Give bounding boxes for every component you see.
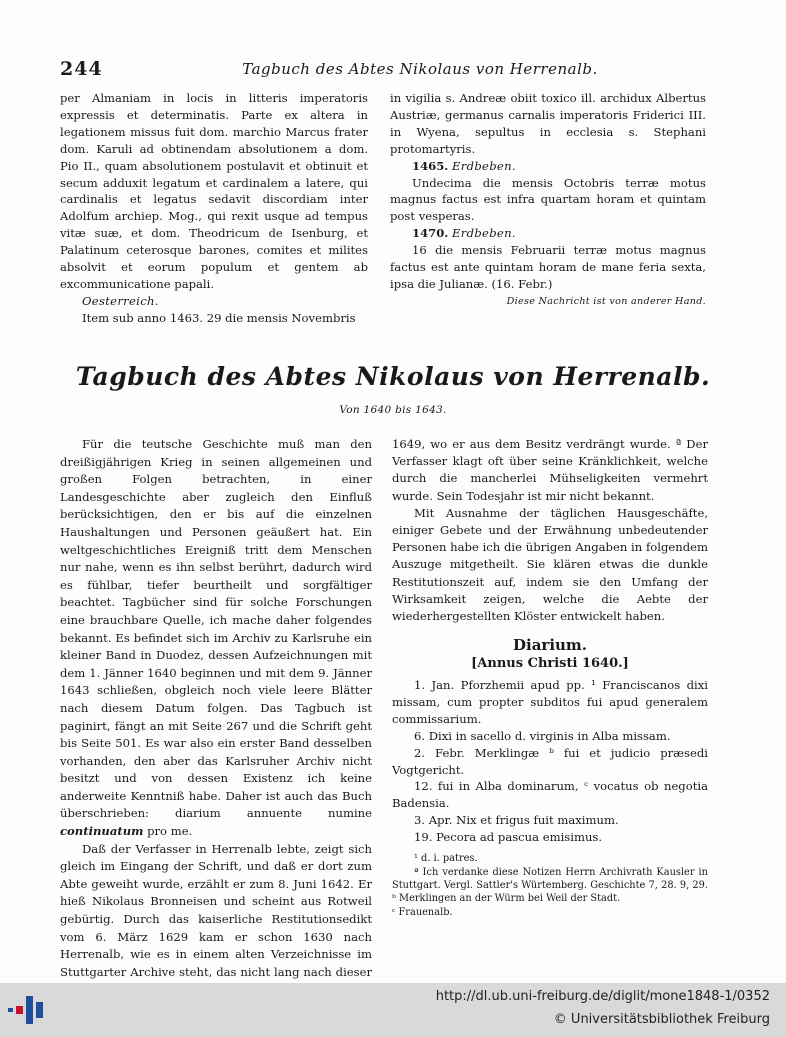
top-right-column xyxy=(390,90,706,308)
entry-year: 1465. xyxy=(412,158,449,173)
text-paragraph: in vigilia s. Andreæ obiit toxico ill. archidux Albertus Austriæ, germanus carnalis imperatoris Friderici III. in Wyena, sepultus in ecclesia s. Stephani protomartyris. xyxy=(390,91,706,156)
copyright-notice: © Universitätsbibliothek Freiburg xyxy=(553,1012,770,1027)
entry-title: Erdbeben. xyxy=(452,158,516,173)
text-paragraph: Undecima die mensis Octobris terræ motus magnus factus est infra quartam horam et quintam post vesperas. xyxy=(390,175,706,224)
footnote: ¹ d. i. patres. xyxy=(414,853,478,865)
footnote: ᶜ Frauenalb. xyxy=(392,906,453,918)
top-left-column xyxy=(60,90,368,327)
source-url-link[interactable]: http://dl.ub.uni-freiburg.de/diglit/mone1848-1/0352 xyxy=(435,989,770,1004)
article-left-column xyxy=(60,436,372,1017)
text-paragraph: Daß der Verfasser in Herrenalb lebte, zeigt sich gleich im Eingang der Schrift, und daß er dort zum Abte geweiht wurde, erzählt er zum 8. Juni 1642. Er hieß Nikolaus Bronneisen und scheint aus Rotweil gebürtig. Durch das kaiserliche Restitutionsedikt vom 6. März 1629 kam er schon 1630 nach Herrenalb, wie es in einem alten Verzeichnisse im Stuttgarter Archive steht, das nicht lang nach dieser xyxy=(60,841,372,979)
article-right-column xyxy=(392,436,708,919)
page-number: 244 xyxy=(60,58,103,80)
diary-entry: 2. Febr. Merklingæ ᵇ fui et judicio præsedi Vogtgericht. xyxy=(392,745,708,777)
text-paragraph: Mit Ausnahme der täglichen Hausgeschäfte, einiger Gebete und der Erwähnung unbedeutender Personen habe ich die übrigen Angaben in folgendem Auszuge mitgetheilt. Sie klären etwas die dunkle Restitutionszeit auf, indem sie den Umfang der Wirksamkeit zeigen, welche die Aebte der wiederhergestellten Klöster entwickelt haben. xyxy=(392,505,708,624)
italic-word: continuatum xyxy=(60,824,144,839)
diary-entry: 1. Jan. Pforzhemii apud pp. ¹ Franciscanos dixi missam, cum propter subditos fui apud generalem commissarium. xyxy=(392,678,708,726)
ub-freiburg-logo-icon xyxy=(8,990,52,1030)
diarium-heading: Diarium. xyxy=(512,636,588,655)
entry-title: Erdbeben. xyxy=(452,226,516,241)
footnote: ª Ich verdanke diese Notizen Herrn Archivrath Kausler in Stuttgart. Vergl. Sattler's Würtemberg. Geschichte 7, 28. 9, 29. ᵇ Merklingen an der Würm bei Weil der Stadt. xyxy=(392,866,708,905)
article-title: Tagbuch des Abtes Nikolaus von Herrenalb. xyxy=(75,362,711,391)
section-heading: Oesterreich. xyxy=(82,293,159,308)
running-title: Tagbuch des Abtes Nikolaus von Herrenalb. xyxy=(242,60,598,78)
text-paragraph: Item sub anno 1463. 29 die mensis Novembris xyxy=(82,310,356,325)
diary-entry: 12. fui in Alba dominarum, ᶜ vocatus ob negotia Badensia. xyxy=(392,779,708,811)
footnote: Diese Nachricht ist von anderer Hand. xyxy=(506,295,706,307)
annus-heading: [Annus Christi 1640.] xyxy=(471,656,629,672)
text-paragraph: 16 die mensis Februarii terræ motus magnus factus est ante quintam horam de mane feria sexta, ipsa die Julianæ. (16. Febr.) xyxy=(390,243,706,291)
paragraph-end: pro me. xyxy=(147,824,193,839)
diary-entry: 6. Dixi in sacello d. virginis in Alba missam. xyxy=(414,728,671,743)
diary-entry: 19. Pecora ad pascua emisimus. xyxy=(414,830,603,845)
diary-entry: 3. Apr. Nix et frigus fuit maximum. xyxy=(414,813,619,828)
text-paragraph: 1649, wo er aus dem Besitz verdrängt wurde. ª Der Verfasser klagt oft über seine Kränklichkeit, welche durch die mancherlei Mühseligkeiten vermehrt wurde. Sein Todesjahr ist mir nicht bekannt. xyxy=(392,437,708,503)
paragraph-text: Für die teutsche Geschichte muß man den dreißigjährigen Krieg in seinen allgemeinen und großen Folgen betrachten, in einer Landesgeschichte aber zugleich den Einfluß berücksichtigen, den er bis auf die einzelnen Haushaltungen und Personen geäußert hat. Ein weltgeschichtliches Ereigniß tritt dem Menschen nur nahe, wenn es ihn selbst berührt, dadurch wird es fühlbar, tiefer beurtheilt und sorgfältiger beachtet. Tagbücher sind für solche Forschungen eine brauchbare Quelle, ich mache daher folgendes bekannt. Es befindet sich im Archiv zu Karlsruhe ein kleiner Band in Duodez, dessen Aufzeichnungen mit dem 1. Jänner 1640 beginnen und mit dem 9. Jänner 1643 schließen, obgleich noch viele leere Blätter nach diesem Datum folgen. Das Tagbuch ist paginirt, fängt an mit Seite 267 und die Schrift geht bis Seite 501. Es war also ein erster Band desselben vorhanden, den aber das Karlsruher Archiv nicht besitzt und von dessen Existenz ich keine anderweite Kenntniß habe. Daher ist auch das Buch überschrieben: diarium annuente numine xyxy=(60,437,372,821)
article-subtitle: Von 1640 bis 1643. xyxy=(339,404,447,416)
text-paragraph: per Almaniam in locis in litteris imperatoris expressis et determinatis. Parte ex altera in legationem missus fuit dom. marchio Marcus frater dom. Karuli ad obtinendam absolutionem a dom. Pio II., quam absolutionem postulavit et obtinuit et secum adduxit legatum et cardinalem a latere, qui cardinalis et legatus sedavit discordiam inter Adolfum archiep. Mog., qui rexit usque ad tempus vitæ suæ, et dom. Theodricum de Isenburg, et Palatinum ceterosque barones, comites et milites absolvit et eorum populum et gentem ab excommunicatione papali. xyxy=(60,91,368,291)
entry-year: 1470. xyxy=(412,226,449,241)
text-paragraph xyxy=(60,436,372,841)
